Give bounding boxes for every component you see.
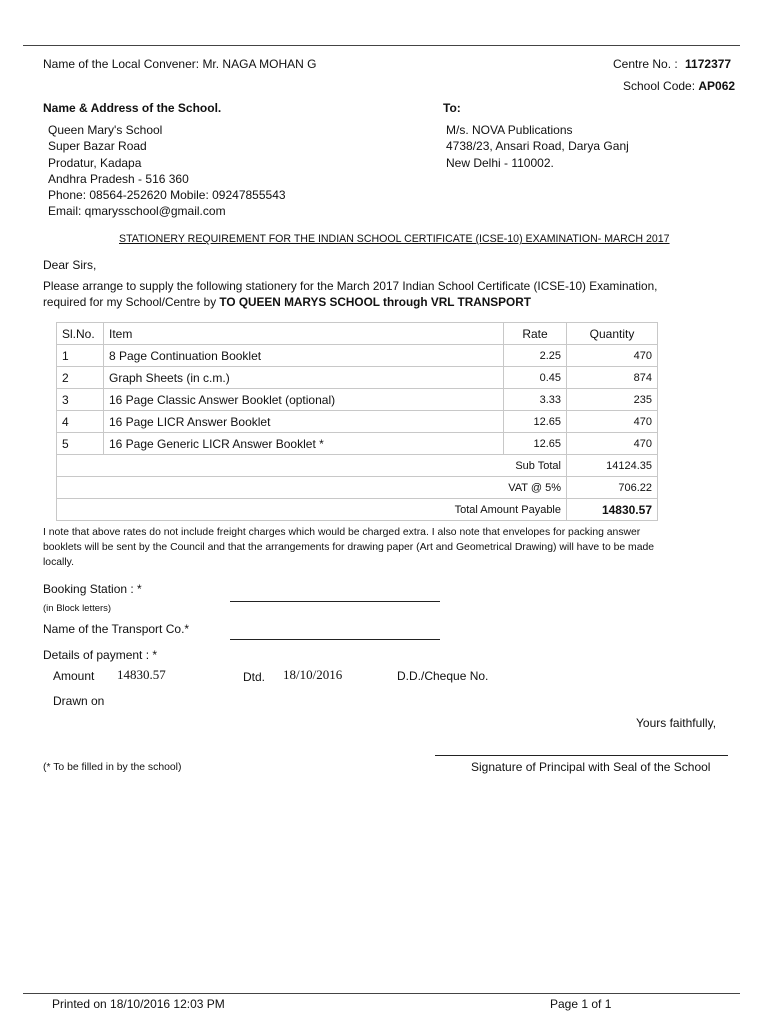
letter-subject: STATIONERY REQUIREMENT FOR THE INDIAN SCHOOL CERTIFICATE (ICSE-10) EXAMINATION- MARCH 2017 [119, 233, 670, 245]
signature-line [435, 755, 728, 756]
dtd-value: 18/10/2016 [283, 667, 343, 682]
row-quantity: 470 [567, 345, 658, 367]
recipient-address-line: M/s. NOVA Publications [446, 123, 573, 137]
school-code: AP062 [698, 79, 736, 93]
school-address-line: Queen Mary's School [48, 123, 163, 137]
stationery-table [56, 322, 658, 521]
subtotal-label: Sub Total [57, 455, 567, 477]
body-line-1: Please arrange to supply the following stationery for the March 2017 Indian School Certificate (ICSE-10) Examination, [43, 279, 658, 293]
table-row [57, 433, 658, 455]
table-row [57, 411, 658, 433]
school-address [48, 122, 286, 220]
row-quantity: 470 [567, 411, 658, 433]
booking-station-label: Booking Station : * [43, 582, 142, 596]
row-sl: 3 [57, 389, 104, 411]
dtd-label: Dtd. [243, 670, 266, 684]
drawn-on-label: Drawn on [53, 694, 105, 708]
amount-label: Amount [53, 669, 95, 683]
row-rate: 2.25 [504, 345, 567, 367]
row-item: 16 Page LICR Answer Booklet [104, 411, 504, 433]
total-value: 14830.57 [567, 499, 658, 521]
centre-line [613, 57, 731, 71]
header-sl: Sl.No. [57, 323, 104, 345]
row-quantity: 235 [567, 389, 658, 411]
row-rate: 3.33 [504, 389, 567, 411]
header-rate: Rate [504, 323, 567, 345]
row-rate: 12.65 [504, 411, 567, 433]
fill-footnote: (* To be filled in by the school) [43, 762, 182, 773]
table-row [57, 389, 658, 411]
recipient-address-line: New Delhi - 110002. [446, 155, 554, 170]
total-label: Total Amount Payable [57, 499, 567, 521]
school-code-label: School Code: [623, 79, 696, 93]
table-row [57, 345, 658, 367]
centre-number: 1172377 [685, 57, 732, 71]
freight-note-line: booklets will be sent by the Council and that the arrangements for drawing paper (Art and Geometrical Drawing) will have to be made [43, 542, 655, 553]
delivery-instruction: TO QUEEN MARYS SCHOOL through VRL TRANSPORT [219, 295, 531, 309]
row-quantity: 874 [567, 367, 658, 389]
transport-field[interactable] [230, 639, 440, 640]
amount-value: 14830.57 [117, 667, 166, 682]
freight-note-line: I note that above rates do not include freight charges which would be charged extra. I also note that envelopes for packing answer [43, 527, 641, 538]
top-rule [23, 45, 740, 46]
subtotal-value: 14124.35 [567, 455, 658, 477]
row-item: 16 Page Generic LICR Answer Booklet * [104, 433, 504, 455]
vat-row [57, 477, 658, 499]
convener-label: Name of the Local Convener: [43, 57, 200, 71]
school-code-line [623, 79, 735, 93]
cheque-label: D.D./Cheque No. [397, 669, 489, 683]
signature-caption: Signature of Principal with Seal of the School [471, 760, 711, 774]
header-quantity: Quantity [567, 323, 658, 345]
body-line-2 [43, 295, 531, 309]
freight-note-line: locally. [43, 557, 74, 568]
transport-label: Name of the Transport Co.* [43, 622, 190, 636]
recipient-heading: To: [443, 101, 461, 115]
booking-station-field[interactable] [230, 601, 440, 602]
row-sl: 4 [57, 411, 104, 433]
header-item: Item [104, 323, 504, 345]
table-header-row [57, 323, 658, 345]
row-item: 16 Page Classic Answer Booklet (optional) [104, 389, 504, 411]
printed-on: Printed on 18/10/2016 12:03 PM [52, 997, 225, 1011]
row-sl: 1 [57, 345, 104, 367]
row-quantity: 470 [567, 433, 658, 455]
school-address-line: Super Bazar Road [48, 139, 147, 154]
freight-note [43, 525, 654, 570]
vat-label: VAT @ 5% [57, 477, 567, 499]
school-address-line: Andhra Pradesh - 516 360 [48, 171, 189, 186]
school-address-line: Email: qmarysschool@gmail.com [48, 204, 226, 219]
school-address-line: Phone: 08564-252620 Mobile: 09247855543 [48, 188, 286, 203]
payment-label: Details of payment : * [43, 648, 158, 662]
subtotal-row [57, 455, 658, 477]
convener-name: Mr. NAGA MOHAN G [202, 57, 317, 71]
centre-label: Centre No. : [613, 57, 678, 71]
block-letters-note: (in Block letters) [43, 603, 112, 614]
total-row [57, 499, 658, 521]
school-address-line: Prodatur, Kadapa [48, 155, 142, 170]
body-line-2-prefix: required for my School/Centre by [43, 295, 217, 309]
salutation: Dear Sirs, [43, 258, 97, 272]
row-item: Graph Sheets (in c.m.) [104, 367, 504, 389]
convener-line [43, 57, 316, 71]
row-item: 8 Page Continuation Booklet [104, 345, 504, 367]
yours-faithfully: Yours faithfully, [636, 716, 717, 730]
table-row [57, 367, 658, 389]
row-rate: 12.65 [504, 433, 567, 455]
row-sl: 2 [57, 367, 104, 389]
row-rate: 0.45 [504, 367, 567, 389]
school-heading: Name & Address of the School. [43, 101, 222, 115]
row-sl: 5 [57, 433, 104, 455]
bottom-rule [23, 993, 740, 994]
recipient-address [446, 122, 629, 171]
vat-value: 706.22 [567, 477, 658, 499]
page-number: Page 1 of 1 [550, 997, 612, 1011]
recipient-address-line: 4738/23, Ansari Road, Darya Ganj [446, 139, 629, 154]
